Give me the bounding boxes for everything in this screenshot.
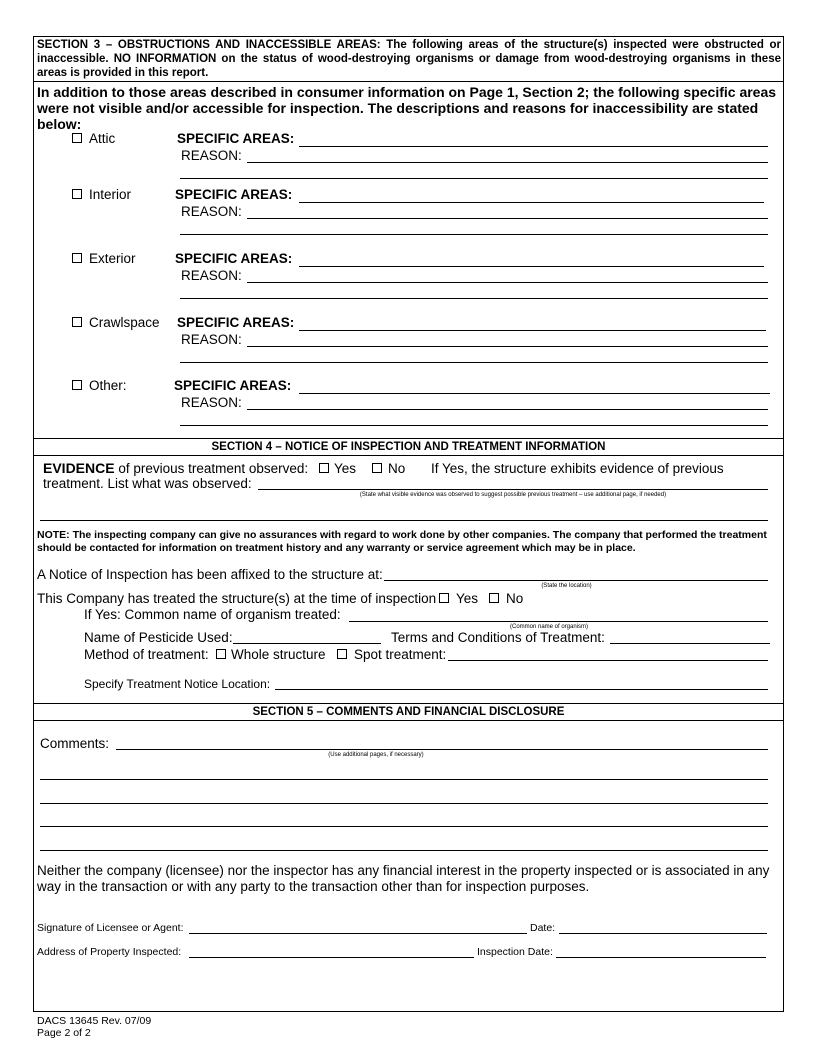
treated-no-checkbox[interactable] xyxy=(489,593,499,603)
reason-field-2[interactable] xyxy=(180,298,768,299)
treatment-observed-field-2[interactable] xyxy=(40,520,768,521)
treatment-notice-location-field[interactable] xyxy=(275,689,768,690)
reason-field[interactable] xyxy=(247,282,768,283)
area-label: Attic xyxy=(89,131,116,146)
disclosure-text: Neither the company (licensee) nor the inspector has any financial interest in the property inspected or is associated in any way in the transaction or with any party to the transaction other than for inspection purposes. xyxy=(37,863,770,894)
evidence-no-checkbox[interactable] xyxy=(372,463,382,473)
whole-structure-label: Whole structure xyxy=(231,647,326,662)
evidence-hint: (State what visible evidence was observed to suggest possible previous treatment – use additional page, if needed) xyxy=(359,492,667,498)
address-field[interactable] xyxy=(189,957,474,958)
area-checkbox[interactable] xyxy=(72,189,82,199)
reason-label: REASON: xyxy=(181,395,242,410)
date-field[interactable] xyxy=(559,933,767,934)
spot-treatment-field[interactable] xyxy=(448,660,768,661)
area-label: Other: xyxy=(89,378,127,393)
organism-hint: (Common name of organism) xyxy=(509,624,589,630)
evidence-yes-label: Yes xyxy=(334,461,357,476)
notice-location-label: Specify Treatment Notice Location: xyxy=(84,677,271,691)
specific-areas-label: SPECIFIC AREAS: xyxy=(175,187,293,202)
reason-label: REASON: xyxy=(181,268,242,283)
organism-label: If Yes: Common name of organism treated: xyxy=(84,607,341,622)
note-text: NOTE: The inspecting company can give no assurances with regard to work done by other companies. The company that performed the treatment should be contacted for information on treatment history and any warranty or service agreement which may be in place. xyxy=(37,529,767,554)
reason-label: REASON: xyxy=(181,204,242,219)
comments-hint: (Use additional pages, if necessary) xyxy=(328,752,424,758)
terms-field[interactable] xyxy=(610,643,770,644)
area-label: Crawlspace xyxy=(89,315,160,330)
divider xyxy=(33,81,784,82)
reason-field[interactable] xyxy=(247,218,768,219)
evidence-label: EVIDENCE xyxy=(43,460,115,476)
section4-heading: SECTION 4 – NOTICE OF INSPECTION AND TREATMENT INFORMATION xyxy=(33,438,784,456)
comments-line-2[interactable] xyxy=(40,779,768,780)
comments-label: Comments: xyxy=(40,736,110,751)
address-label: Address of Property Inspected: xyxy=(37,946,182,958)
signature-field[interactable] xyxy=(189,933,527,934)
area-checkbox[interactable] xyxy=(72,380,82,390)
pesticide-label: Name of Pesticide Used: xyxy=(84,630,233,645)
specific-areas-field[interactable] xyxy=(299,330,766,331)
reason-field[interactable] xyxy=(247,409,768,410)
evidence-if-yes-text: If Yes, the structure exhibits evidence of previous xyxy=(431,461,724,476)
treatment-observed-field[interactable] xyxy=(258,489,768,490)
organism-field[interactable] xyxy=(349,621,768,622)
notice-location-field[interactable] xyxy=(384,580,768,581)
method-label: Method of treatment: xyxy=(84,647,209,662)
evidence-yes-checkbox[interactable] xyxy=(319,463,329,473)
treated-label: This Company has treated the structure(s) at the time of inspection xyxy=(37,591,437,606)
location-hint: (State the location) xyxy=(541,583,592,589)
comments-line-4[interactable] xyxy=(40,826,768,827)
signature-label: Signature of Licensee or Agent: xyxy=(37,922,184,934)
reason-field-2[interactable] xyxy=(180,362,768,363)
comments-field[interactable] xyxy=(116,749,768,750)
reason-field[interactable] xyxy=(247,162,768,163)
whole-structure-checkbox[interactable] xyxy=(216,649,226,659)
notice-affixed-label: A Notice of Inspection has been affixed to the structure at: xyxy=(37,567,383,582)
comments-line-5[interactable] xyxy=(40,850,768,851)
comments-line-3[interactable] xyxy=(40,803,768,804)
specific-areas-field[interactable] xyxy=(299,202,764,203)
section3-intro: In addition to those areas described in consumer information on Page 1, Section 2; the following specific areas were not visible and/or accessible for inspection. The descriptions and reasons for inaccessibility are stated below: xyxy=(37,84,777,132)
treated-yes-checkbox[interactable] xyxy=(439,593,449,603)
area-label: Exterior xyxy=(89,251,136,266)
spot-treatment-checkbox[interactable] xyxy=(337,649,347,659)
reason-field-2[interactable] xyxy=(180,234,768,235)
evidence-row xyxy=(43,460,308,476)
specific-areas-label: SPECIFIC AREAS: xyxy=(175,251,293,266)
reason-label: REASON: xyxy=(181,332,242,347)
evidence-text: of previous treatment observed: xyxy=(114,461,309,476)
form-id: DACS 13645 Rev. 07/09 xyxy=(37,1015,152,1027)
reason-field[interactable] xyxy=(247,346,768,347)
area-checkbox[interactable] xyxy=(72,317,82,327)
area-checkbox[interactable] xyxy=(72,133,82,143)
reason-label: REASON: xyxy=(181,148,242,163)
inspection-date-label: Inspection Date: xyxy=(477,946,553,958)
inspection-date-field[interactable] xyxy=(556,957,766,958)
specific-areas-label: SPECIFIC AREAS: xyxy=(174,378,292,393)
date-label: Date: xyxy=(530,922,556,934)
specific-areas-field[interactable] xyxy=(299,393,770,394)
specific-areas-field[interactable] xyxy=(299,146,768,147)
pesticide-field[interactable] xyxy=(233,643,381,644)
area-checkbox[interactable] xyxy=(72,253,82,263)
reason-field-2[interactable] xyxy=(180,178,768,179)
page-number: Page 2 of 2 xyxy=(37,1027,91,1039)
spot-treatment-label: Spot treatment: xyxy=(354,647,447,662)
treated-yes-label: Yes xyxy=(456,591,479,606)
reason-field-2[interactable] xyxy=(180,425,768,426)
treated-no-label: No xyxy=(506,591,524,606)
specific-areas-label: SPECIFIC AREAS: xyxy=(177,315,295,330)
area-label: Interior xyxy=(89,187,132,202)
treatment-list-label: treatment. List what was observed: xyxy=(43,476,252,491)
specific-areas-label: SPECIFIC AREAS: xyxy=(177,131,295,146)
section5-heading: SECTION 5 – COMMENTS AND FINANCIAL DISCLOSURE xyxy=(33,703,784,721)
terms-label: Terms and Conditions of Treatment: xyxy=(391,630,605,645)
section3-heading: SECTION 3 – OBSTRUCTIONS AND INACCESSIBLE AREAS: The following areas of the structure(s) inspected were obstructed or inaccessible. NO INFORMATION on the status of wood-destroying organisms or damage from wood-destroying organisms in these areas is provided in this report. xyxy=(37,39,781,79)
evidence-no-label: No xyxy=(388,461,406,476)
specific-areas-field[interactable] xyxy=(299,266,764,267)
